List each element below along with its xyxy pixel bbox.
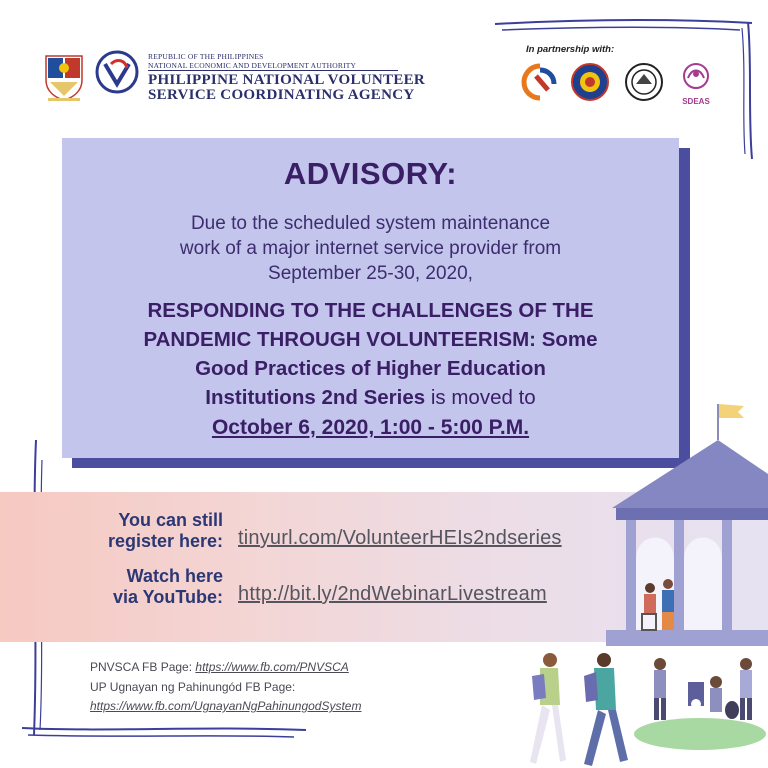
walking-people-illustration	[500, 650, 650, 768]
event-title-line3: Good Practices of Higher Education	[195, 357, 546, 380]
event-title-line1: RESPONDING TO THE CHALLENGES OF THE	[147, 299, 594, 322]
pavilion-illustration	[602, 400, 768, 650]
agency-line-republic: REPUBLIC OF THE PHILIPPINES	[148, 52, 264, 61]
youtube-link[interactable]: http://bit.ly/2ndWebinarLivestream	[238, 583, 547, 605]
agency-header-small	[148, 52, 356, 70]
agency-name	[148, 73, 425, 103]
partner-logo-sdeas	[676, 62, 716, 106]
sdeas-icon	[676, 62, 716, 92]
pnvsca-logo-icon	[95, 50, 139, 94]
footer-up-fb	[90, 698, 361, 714]
partner-logo-1	[520, 62, 560, 102]
event-title-line4: Institutions 2nd Series	[205, 386, 426, 409]
watch-label	[78, 566, 223, 608]
partner-logo-2	[570, 62, 610, 102]
moved-text: is moved to	[425, 386, 536, 409]
agency-line-neda: NATIONAL ECONOMIC AND DEVELOPMENT AUTHORITY	[148, 61, 357, 70]
register-link[interactable]: tinyurl.com/VolunteerHEIs2ndseries	[238, 527, 562, 549]
partner-logo-3	[624, 62, 664, 102]
event-title	[62, 296, 679, 412]
pnvsca-fb-link[interactable]: https://www.fb.com/PNVSCA	[195, 660, 349, 674]
cleanup-volunteers-illustration	[630, 652, 768, 752]
footer-pnvsca-fb	[90, 659, 349, 675]
advisory-body	[62, 211, 679, 286]
event-title-line2: PANDEMIC THROUGH VOLUNTEERISM: Some	[143, 328, 598, 351]
philippine-seal-icon	[42, 50, 86, 102]
agency-name-line2: SERVICE COORDINATING AGENCY	[148, 87, 415, 103]
agency-divider	[148, 70, 398, 71]
footer-pnvsca-label: PNVSCA FB Page:	[90, 660, 196, 674]
advisory-body-line3: September 25-30, 2020,	[268, 263, 473, 284]
footer-up-label: UP Ugnayan ng Pahinungód FB Page:	[90, 680, 296, 694]
sdeas-label: SDEAS	[682, 97, 710, 106]
up-fb-link[interactable]: https://www.fb.com/UgnayanNgPahinungodSystem	[90, 699, 362, 713]
watch-label-line1: Watch here	[126, 566, 223, 586]
advisory-title: ADVISORY:	[283, 156, 458, 191]
partner-label: In partnership with:	[526, 44, 615, 55]
new-date: October 6, 2020, 1:00 - 5:00 P.M.	[211, 416, 530, 439]
agency-name-line1: PHILIPPINE NATIONAL VOLUNTEER	[148, 72, 426, 88]
register-label	[78, 510, 223, 552]
watch-label-line2: via YouTube:	[112, 587, 223, 607]
advisory-body-line2: work of a major internet service provider from	[179, 238, 562, 259]
register-label-line1: You can still	[118, 510, 223, 530]
advisory-body-line1: Due to the scheduled system maintenance	[190, 213, 551, 234]
register-label-line2: register here:	[107, 531, 223, 551]
